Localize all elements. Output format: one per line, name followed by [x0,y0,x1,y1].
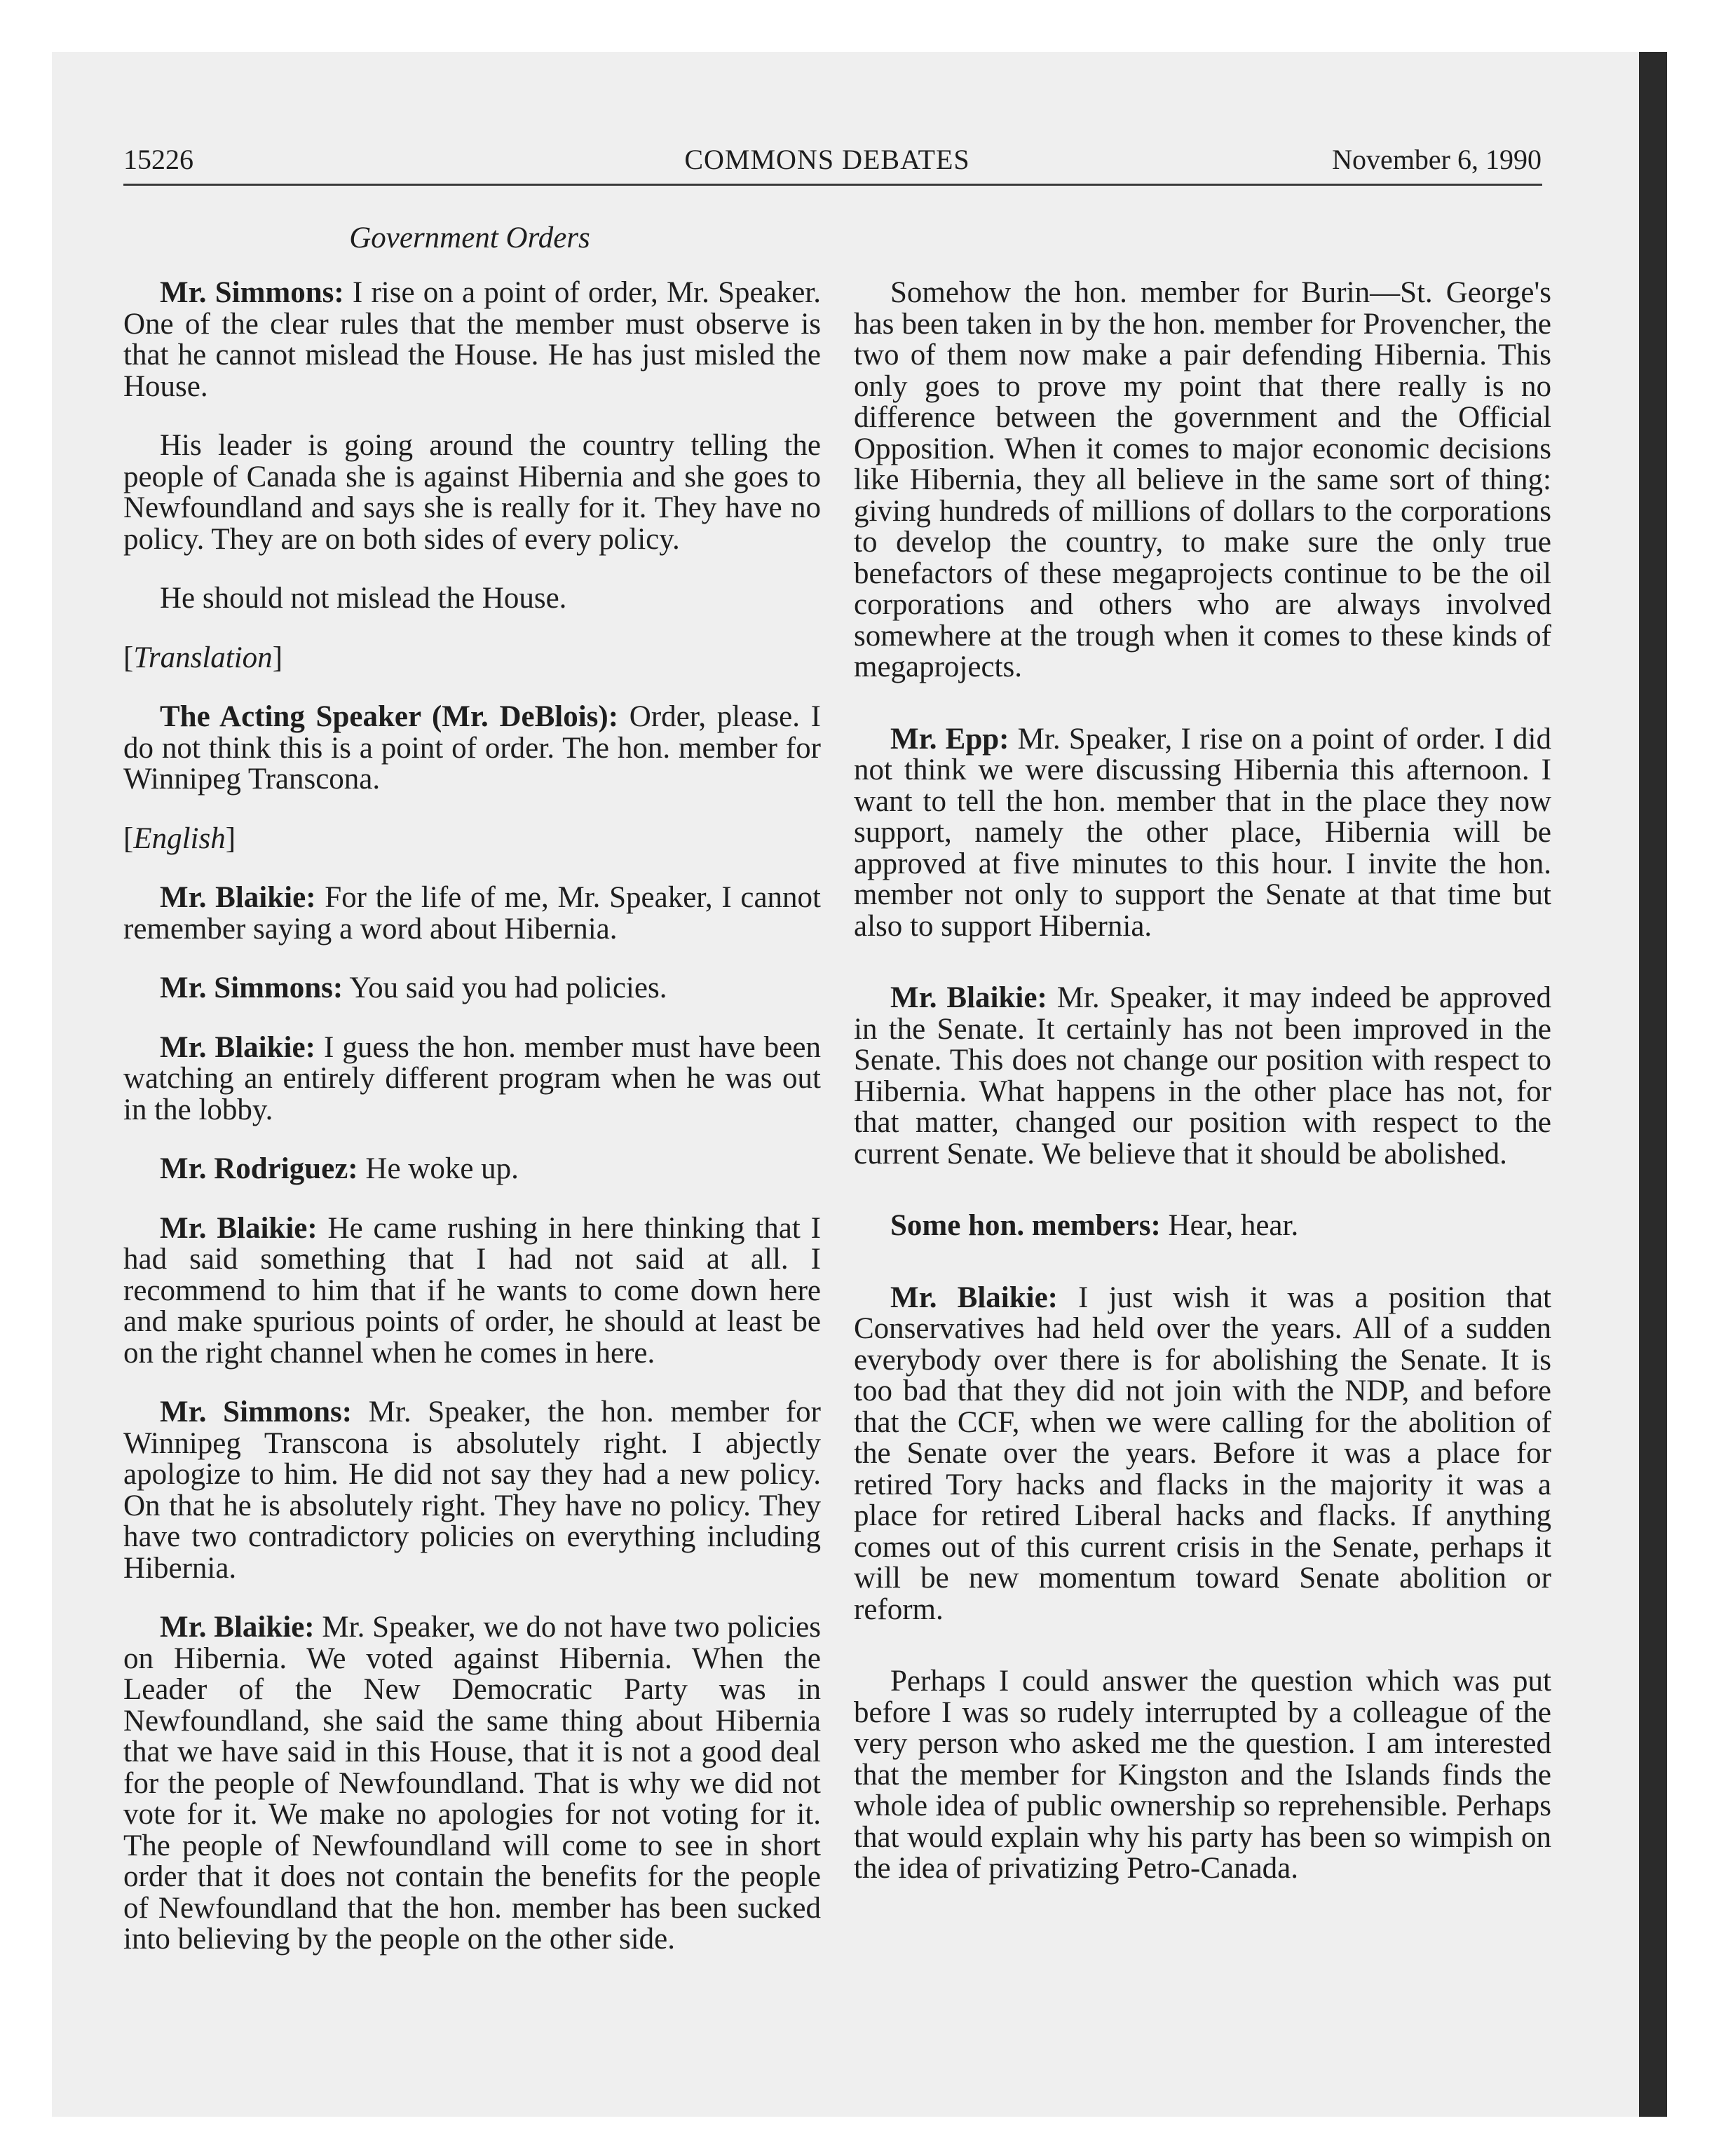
paragraph [123,1032,821,1126]
speech-text: Order, please. I do not think this is a point of order. The hon. member for Winnipeg Transcona. [123,700,821,796]
speech-text: Mr. Speaker, the hon. member for Winnipeg Transcona is absolutely right. I abjectly apologize to him. He did not say they had a new policy. On that he is absolutely right. They have no policy. They have two contradictory policies on everything including Hibernia. [123,1396,821,1585]
speaker-name: Mr. Blaikie: [890,981,1047,1014]
stage-direction-text: English [133,821,226,855]
speaker-name: Mr. Blaikie: [160,1211,318,1245]
speech-text: Mr. Speaker, I rise on a point of order. I did not think we were discussing Hibernia this afternoon. I want to tell the hon. member that in the place they now support, namely the other place, Hibernia will be approved at five minutes to this hour. I invite the hon. member not only to support the Senate at that time but also to support Hibernia. [854,722,1551,943]
speaker-name: Mr. Blaikie: [160,881,316,914]
scan-binding-edge [1639,52,1667,2117]
speech-text: He should not mislead the House. [160,582,567,615]
speaker-name: Mr. Blaikie: [890,1281,1058,1314]
paragraph [854,1210,1551,1242]
paragraph [123,1213,821,1370]
speaker-name: Mr. Epp: [890,722,1009,756]
speech-text: He woke up. [358,1152,519,1185]
paragraph [854,1666,1551,1885]
speech-text: Mr. Speaker, it may indeed be approved in the Senate. It certainly has not been improved in the Senate. This does not change our position with respect to Hibernia. What happens in the other place has not, for that matter, changed our position with respect to the current Senate. We believe that it should be abolished. [854,981,1551,1171]
speaker-name: Mr. Simmons: [160,971,343,1004]
left-column [123,278,821,1984]
speaker-name: The Acting Speaker (Mr. DeBlois): [160,700,619,733]
speaker-name: Mr. Rodriguez: [160,1152,358,1185]
speaker-name: Mr. Blaikie: [160,1611,315,1644]
paragraph [123,430,821,555]
paragraph [854,983,1551,1170]
right-column [854,278,1551,1913]
speech-text: You said you had policies. [343,971,667,1004]
paragraph [123,702,821,796]
paragraph [854,1283,1551,1626]
paragraph [123,1612,821,1956]
stage-direction: [English] [123,821,236,855]
paragraph [123,882,821,945]
speech-text: I guess the hon. member must have been watching an entirely different program when he was out in the lobby. [123,1030,821,1126]
paragraph [123,973,821,1004]
paragraph [854,278,1551,683]
speaker-name: Mr. Blaikie: [160,1030,315,1064]
publication-title: COMMONS DEBATES [684,144,970,175]
stage-direction: [Translation] [123,641,283,674]
section-title: Government Orders [349,221,590,254]
speech-text: Mr. Speaker, we do not have two policies on Hibernia. We voted against Hibernia. When the Leader of the New Democratic Party was in Newfoundland, she said the same thing about Hibernia that we have said in this House, that it is not a good deal for the people of Newfoundland. That is why we did not vote for it. We make no apologies for not voting for it. The people of Newfoundland will come to see in short order that it does not contain the benefits for the people of Newfoundland that the hon. member has been sucked into believing by the people on the other side. [123,1611,821,1956]
header-rule [123,184,1542,186]
speech-text: His leader is going around the country telling the people of Canada she is against Hibernia and she goes to Newfoundland and says she is really for it. They have no policy. They are on both sides of every policy. [123,429,821,556]
speaker-name: Mr. Simmons: [160,276,344,309]
paragraph [123,278,821,402]
speaker-name: Mr. Simmons: [160,1396,353,1428]
speech-text: Somehow the hon. member for Burin—St. George's has been taken in by the hon. member for Provencher, the two of them now make a pair defending Hibernia. This only goes to prove my point that there really is no difference between the government and the Official Opposition. When it comes to major economic decisions like Hibernia, they all believe in the same sort of thing: giving hundreds of millions of dollars to the corporations to develop the country, to make sure the only true benefactors of these megaprojects continue to be the oil corporations and others who are always involved somewhere at the trough when it comes to these kinds of megaprojects. [854,276,1551,683]
publication-date: November 6, 1990 [1332,144,1542,175]
speech-text: I just wish it was a position that Conservatives had held over the years. All of a sudden everybody over there is for abolishing the Senate. It is too bad that they did not join with the NDP, and before that the CCF, when we were calling for the abolition of the Senate over the years. Before it was a place for retired Tory hacks and flacks in the majority it was a place for retired Liberal hacks and flacks. If anything comes out of this current crisis in the Senate, perhaps it will be new momentum toward Senate abolition or reform. [854,1281,1551,1626]
page-number: 15226 [123,144,193,175]
speech-text: He came rushing in here thinking that I had said something that I had not said at all. I recommend to him that if he wants to come down here and make spurious points of order, he should at least be on the right channel when he comes in here. [123,1211,821,1370]
paragraph [123,583,821,615]
speech-text: Perhaps I could answer the question which was put before I was so rudely interrupted by a colleague of the very person who asked me the question. I am interested that the member for Kingston and the Islands finds the whole idea of public ownership so reprehensible. Perhaps that would explain why his party has been so wimpish on the idea of privatizing Petro-Canada. [854,1665,1551,1885]
speech-text: I rise on a point of order, Mr. Speaker. One of the clear rules that the member must observe is that he cannot mislead the House. He has just misled the House. [123,276,821,403]
stage-direction-text: Translation [133,641,273,674]
speaker-name: Some hon. members: [890,1209,1161,1242]
paragraph [123,1397,821,1584]
paragraph [123,1154,821,1185]
speech-text: For the life of me, Mr. Speaker, I cannot remember saying a word about Hibernia. [123,881,821,946]
paragraph [854,724,1551,943]
speech-text: Hear, hear. [1160,1209,1299,1242]
